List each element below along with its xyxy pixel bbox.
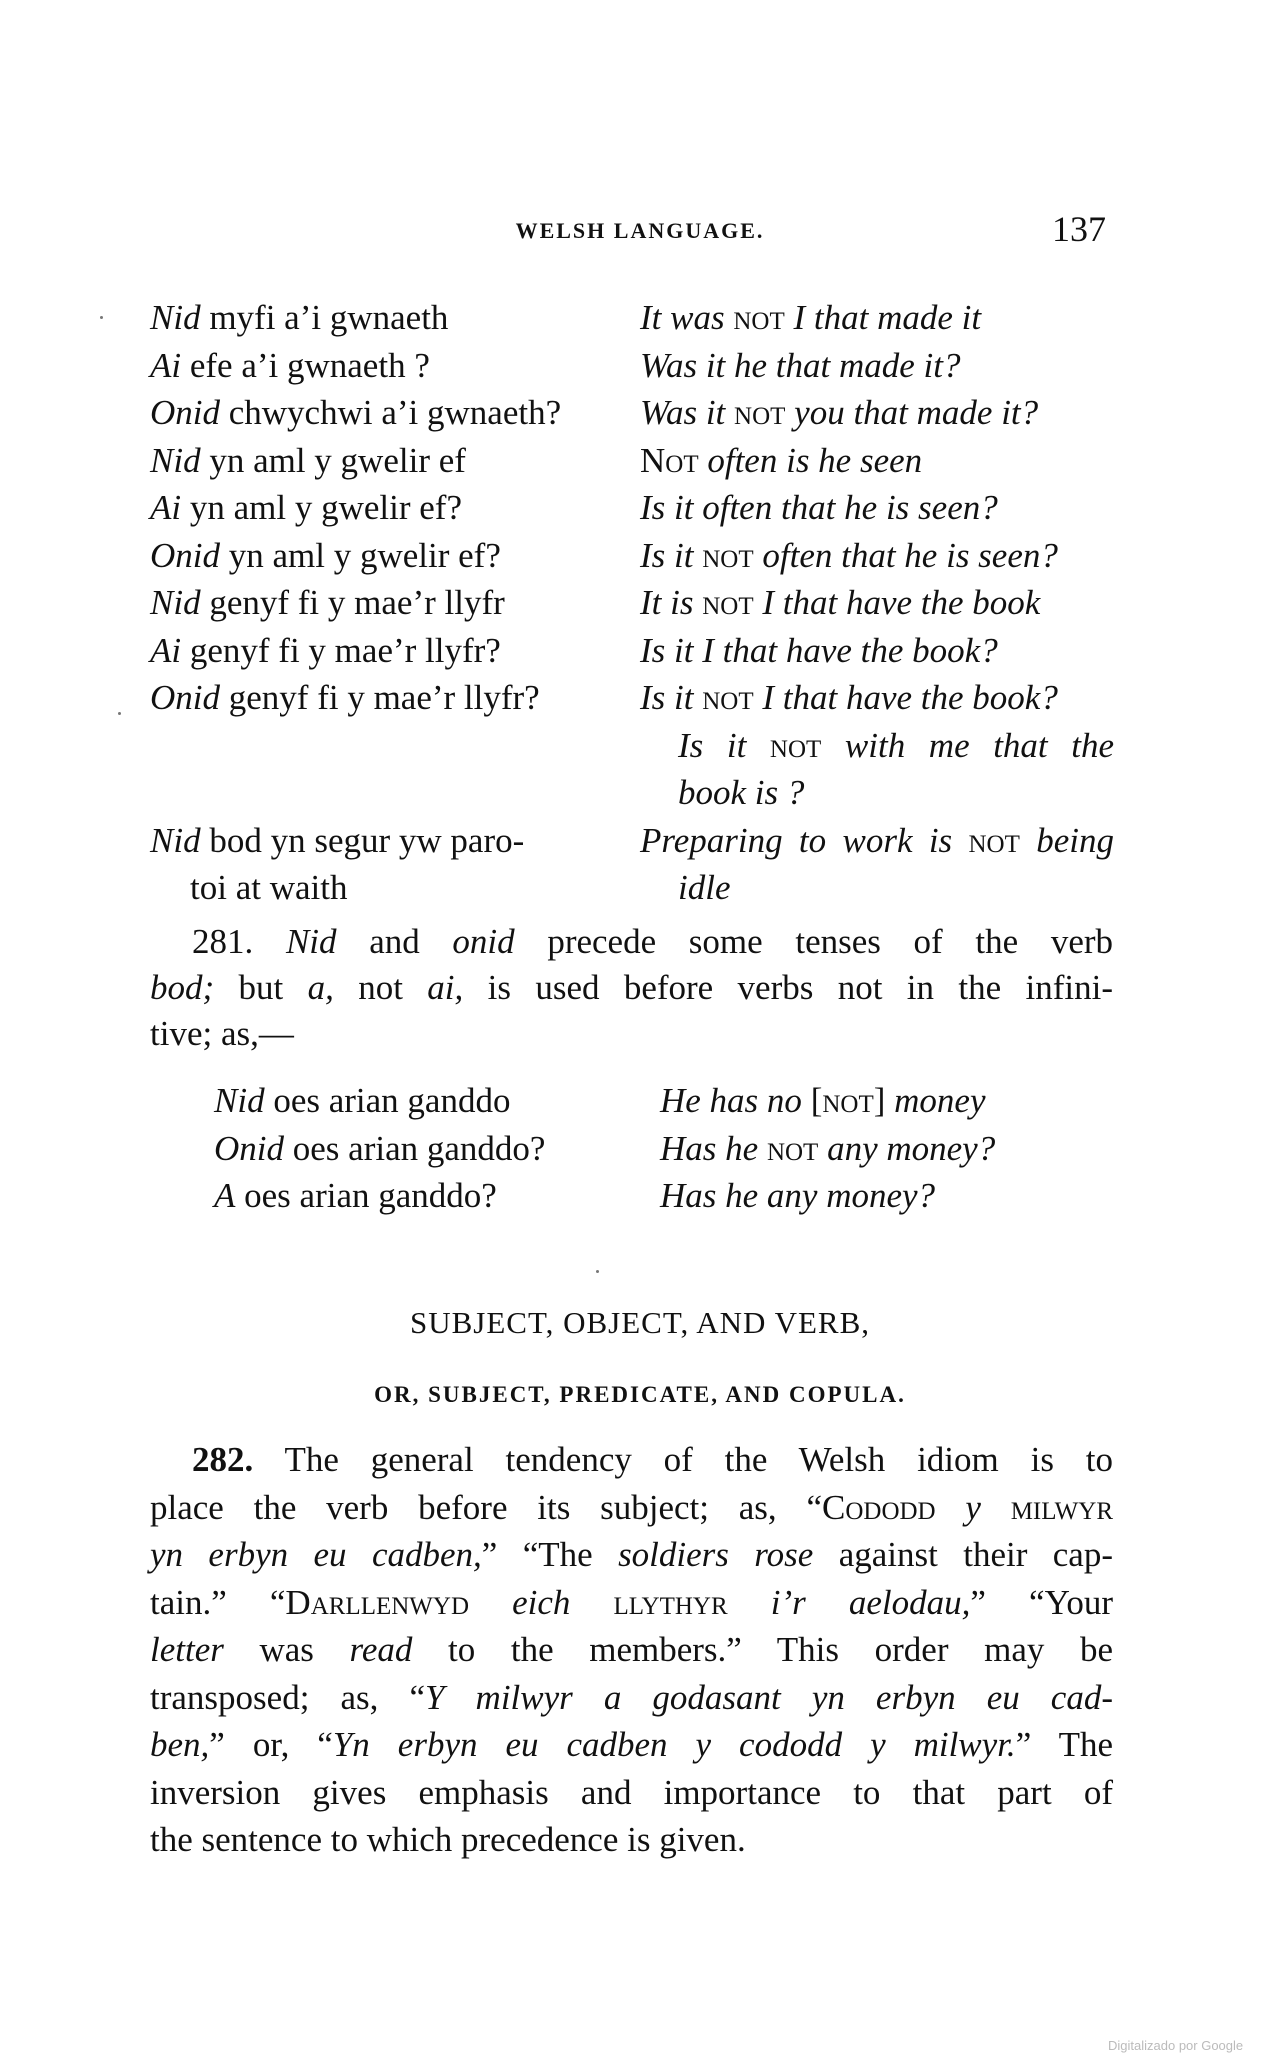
welsh-example (150, 298, 448, 338)
paragraph-line (150, 968, 1113, 1008)
page-number: 137 (1052, 209, 1106, 249)
paragraph-line (150, 1725, 1113, 1765)
text-run: Yn erbyn eu cadben y cododd y milwyr. (332, 1725, 1016, 1764)
text-run: Was it (640, 393, 735, 432)
paragraph-line (150, 1583, 1113, 1623)
text-run: Onid (214, 1128, 284, 1168)
paragraph-line (150, 1488, 1113, 1528)
text-run: not (734, 393, 786, 432)
welsh-example (150, 488, 462, 528)
text-run: genyf fi y mae’r llyfr? (181, 630, 501, 670)
text-run: ” “The (481, 1535, 619, 1574)
digitization-credit: Digitalizado por Google (1108, 2038, 1244, 2053)
english-translation (640, 631, 998, 671)
welsh-example (214, 1129, 545, 1169)
text-run: genyf fi y mae’r llyfr (200, 583, 505, 622)
text-run: and (336, 922, 453, 961)
welsh-example (150, 583, 505, 623)
text-run: It is (640, 583, 703, 622)
english-translation (640, 488, 998, 528)
text-run: any money? (818, 1128, 996, 1168)
text-run: Has he (660, 1128, 767, 1168)
text-run: Not (640, 440, 699, 480)
text-run: tain.” “ (150, 1582, 286, 1622)
paragraph-line (150, 1630, 1113, 1670)
text-run: often that he is seen? (753, 535, 1058, 575)
text-run: but (214, 968, 308, 1007)
text-run: not (702, 678, 754, 717)
text-run: eich (469, 1582, 614, 1622)
text-run: Is it I that have the book? (640, 630, 998, 670)
text-run: Onid (150, 678, 220, 717)
english-translation (660, 1081, 986, 1121)
text-run: oes arian ganddo (264, 1081, 511, 1120)
welsh-example (150, 678, 540, 718)
text-run: transposed; as, “ (150, 1677, 425, 1717)
text-run: not (766, 1128, 819, 1168)
paragraph-line (150, 1014, 294, 1054)
welsh-example (150, 441, 466, 481)
english-translation (640, 441, 922, 481)
text-run: efe a’i gwnaeth ? (181, 345, 430, 385)
text-run: bod yn segur yw paro- (200, 820, 525, 860)
welsh-example (150, 393, 561, 433)
text-run: The general tendency of the Welsh idiom is to (253, 1440, 1113, 1479)
text-run: idle (678, 868, 731, 907)
text-run: It was (640, 298, 734, 337)
text-run: is used before verbs not in the infini- (463, 968, 1113, 1007)
text-run: not (702, 535, 754, 575)
text-run: money (885, 1081, 986, 1120)
text-run: i’r aelodau, (727, 1582, 971, 1622)
text-run: was (223, 1630, 350, 1669)
paragraph-line (150, 1535, 1113, 1575)
text-run: often is he seen (698, 440, 923, 480)
text-run: book is ? (678, 773, 805, 812)
text-run: myfi a’i gwnaeth (200, 298, 449, 337)
text-run: [not] (810, 1081, 886, 1120)
text-run: not (769, 725, 822, 765)
text-run: a, (307, 968, 334, 1007)
english-translation (678, 726, 1114, 766)
text-run: not (968, 820, 1020, 860)
text-run: Has he any money? (660, 1176, 936, 1215)
text-run: yn erbyn eu cadben, (150, 1535, 482, 1574)
text-run: Nid (150, 298, 201, 337)
text-run: Y milwyr a godasant yn erbyn eu cad- (425, 1677, 1113, 1717)
running-title: WELSH LANGUAGE. (515, 218, 765, 243)
welsh-example (190, 868, 347, 908)
text-run: you that made it? (785, 393, 1039, 432)
paragraph-line (192, 1440, 1113, 1480)
welsh-example (150, 631, 501, 671)
text-run: I that have the book (753, 583, 1041, 622)
speck (100, 316, 103, 319)
text-run: I that have the book? (753, 678, 1058, 717)
text-run: Is it often that he is seen? (640, 488, 998, 527)
text-run: precede some tenses of the verb (514, 922, 1114, 961)
welsh-example (214, 1176, 497, 1216)
text-run: not (733, 298, 785, 337)
text-run: Darllenwyd (285, 1582, 469, 1622)
text-run: genyf fi y mae’r llyfr? (220, 678, 540, 717)
paragraph-line (150, 1678, 1113, 1718)
text-run: with me that the (821, 725, 1114, 765)
speck (118, 712, 121, 715)
paragraph-line (150, 1820, 746, 1860)
text-run: Nid (150, 820, 201, 860)
english-translation (660, 1129, 995, 1169)
text-run: place the verb before its subject; as, “ (150, 1487, 822, 1527)
text-run: Is it (640, 678, 703, 717)
paragraph-line (192, 922, 1113, 962)
text-run: yn aml y gwelir ef (200, 440, 466, 480)
text-run: ben, (150, 1725, 210, 1764)
text-run: yn aml y gwelir ef? (220, 535, 501, 575)
text-run: to the members.” This order may be (412, 1630, 1113, 1669)
welsh-example (150, 536, 501, 576)
text-run: read (349, 1630, 413, 1669)
english-translation (640, 821, 1114, 861)
welsh-example (150, 346, 430, 386)
english-translation (640, 298, 981, 338)
text-run: ” “Your (970, 1582, 1114, 1622)
section-heading: SUBJECT, OBJECT, AND VERB, (409, 1305, 871, 1340)
english-translation (660, 1176, 935, 1216)
text-run: tive; as,— (150, 1014, 294, 1053)
text-run: Nid (150, 583, 201, 622)
english-translation (640, 393, 1038, 433)
english-translation (640, 346, 961, 386)
text-run: chwychwi a’i gwnaeth? (220, 393, 562, 432)
text-run: 282. (192, 1440, 254, 1479)
text-run: being (1019, 820, 1114, 860)
text-run: yn aml y gwelir ef? (181, 488, 462, 527)
text-run: Preparing to work is (640, 820, 969, 860)
text-run: Was it he that made it? (640, 345, 961, 385)
text-run: ai, (427, 968, 464, 1007)
text-run: He has no (660, 1081, 811, 1120)
text-run: 281. (192, 922, 286, 961)
english-translation (678, 773, 804, 813)
text-run: ” The (1015, 1725, 1113, 1764)
welsh-example (150, 821, 524, 861)
text-run: not (333, 968, 428, 1007)
text-run: inversion gives emphasis and importance to that part of (150, 1772, 1113, 1812)
text-run: ” or, “ (209, 1725, 333, 1764)
text-run: Nid (150, 440, 201, 480)
text-run: toi at waith (190, 868, 348, 907)
english-translation (640, 583, 1040, 623)
text-run: against their cap- (813, 1535, 1113, 1574)
text-run: Nid (214, 1081, 265, 1120)
text-run: A (214, 1176, 236, 1215)
text-run: letter (150, 1630, 224, 1669)
section-subheading: OR, SUBJECT, PREDICATE, AND COPULA. (374, 1382, 906, 1407)
text-run: bod; (150, 968, 215, 1007)
text-run: Ai (150, 488, 182, 527)
text-run: Onid (150, 393, 220, 432)
text-run: Is it (640, 535, 703, 575)
text-run: Nid (285, 922, 337, 961)
english-translation (678, 868, 730, 908)
text-run: y (935, 1487, 1011, 1527)
text-run: Ai (150, 630, 182, 670)
text-run: Ai (150, 345, 182, 385)
text-run: milwyr (1010, 1487, 1113, 1527)
text-run: oes arian ganddo? (284, 1128, 546, 1168)
text-run: I that made it (784, 298, 982, 337)
english-translation (640, 536, 1058, 576)
text-run: Cododd (821, 1487, 936, 1527)
text-run: oes arian ganddo? (235, 1176, 497, 1215)
english-translation (640, 678, 1058, 718)
paragraph-line (150, 1773, 1113, 1813)
text-run: soldiers rose (618, 1535, 814, 1574)
text-run: onid (452, 922, 515, 961)
speck (596, 1270, 599, 1273)
text-run: Onid (150, 535, 220, 575)
text-run: the sentence to which precedence is given. (150, 1820, 746, 1859)
text-run: Is it (678, 725, 770, 765)
text-run: llythyr (613, 1582, 728, 1622)
welsh-example (214, 1081, 510, 1121)
text-run: not (702, 583, 754, 622)
